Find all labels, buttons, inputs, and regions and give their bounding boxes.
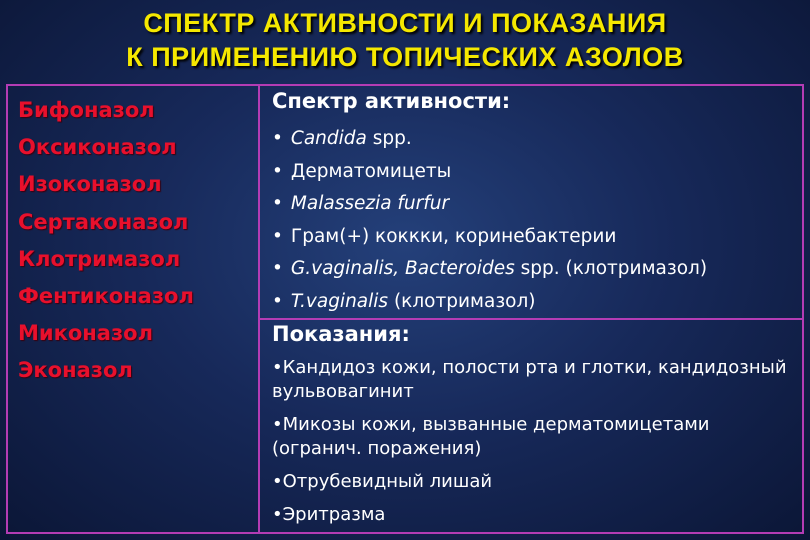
indication-item: •Эритразма (272, 504, 386, 525)
spectrum-item-text: (клотримазол) (388, 290, 536, 312)
bullet-glyph: • (272, 160, 283, 182)
bullet-glyph: • (272, 290, 283, 312)
spectrum-heading: Спектр активности: (272, 89, 511, 113)
spectrum-item-italic: T.vaginalis (290, 290, 389, 312)
indication-item: •Кандидоз кожи, полости рта и глотки, кандидозный вульвовагинит (272, 357, 787, 402)
bullet-glyph: • (272, 225, 283, 247)
drug-item: Клотримазол (18, 246, 181, 271)
drug-item: Фентиконазол (18, 284, 194, 309)
column-divider (258, 84, 260, 534)
indications-list (272, 356, 797, 536)
bullet-glyph: • (272, 258, 283, 280)
spectrum-item (272, 286, 707, 319)
drug-item: Оксиконазол (18, 135, 177, 160)
spectrum-item (272, 123, 707, 156)
spectrum-item-text: spp. (клотримазол) (514, 258, 708, 280)
spectrum-item (272, 253, 707, 286)
spectrum-list (272, 123, 707, 319)
spectrum-item-text: Дерматомицеты (290, 160, 452, 182)
drug-item: Миконазол (18, 321, 153, 346)
spectrum-item (272, 156, 707, 189)
spectrum-item-italic: Malassezia furfur (290, 193, 450, 215)
indication-item: •Микозы кожи, вызванные дерматомицетами (огранич. поражения) (272, 414, 710, 459)
slide-title-line-2: К ПРИМЕНЕНИЮ ТОПИЧЕСКИХ АЗОЛОВ (126, 42, 684, 72)
spectrum-item (272, 221, 707, 254)
spectrum-item-text: Грам(+) коккки, коринебактерии (290, 225, 617, 247)
indication-item: •Отрубевидный лишай (272, 471, 493, 492)
slide-title-line-1: СПЕКТР АКТИВНОСТИ И ПОКАЗАНИЯ (143, 8, 667, 38)
drug-list (18, 92, 194, 390)
spectrum-item-text: spp. (366, 128, 412, 149)
drug-item: Изоконазол (18, 172, 162, 197)
slide-title (0, 6, 810, 74)
spectrum-item (272, 188, 707, 221)
drug-item: Эконазол (18, 358, 133, 383)
spectrum-item-italic: Candida (290, 128, 367, 149)
indications-heading: Показания: (272, 322, 410, 346)
spectrum-item-italic: G.vaginalis, Bacteroides (290, 258, 515, 280)
drug-item: Сертаконазол (18, 209, 189, 234)
bullet-glyph: • (272, 193, 283, 215)
bullet-glyph: • (272, 128, 283, 149)
drug-item: Бифоназол (18, 98, 155, 122)
